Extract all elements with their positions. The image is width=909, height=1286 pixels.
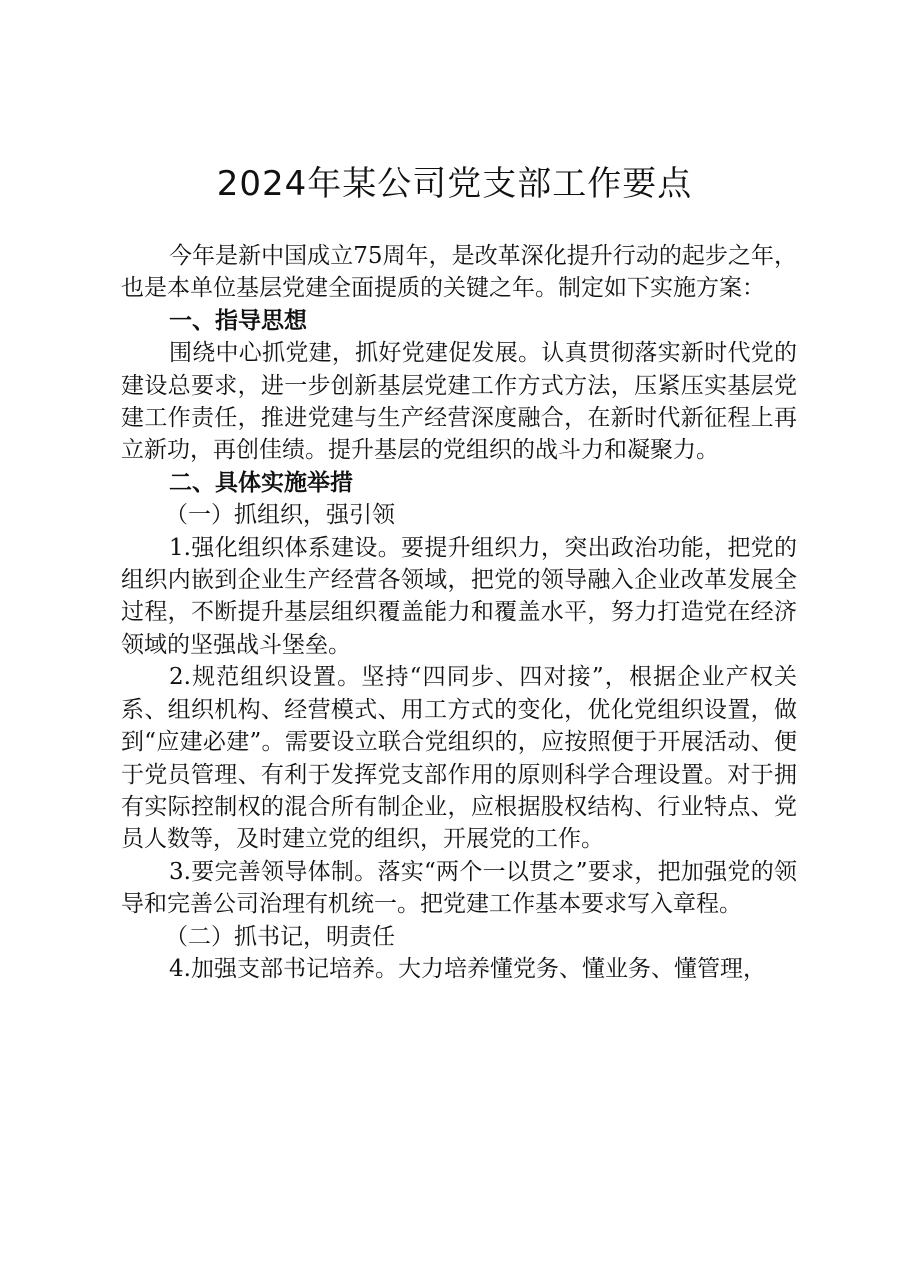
- item-1-paragraph: 1.强化组织体系建设。要提升组织力，突出政治功能，把党的组织内嵌到企业生产经营各领域，把党的领导融入企业改革发展全过程，不断提升基层组织覆盖能力和覆盖水平，努力打造党在经济领域的坚强战斗堡垒。: [121, 534, 797, 658]
- intro-paragraph: 今年是新中国成立75周年，是改革深化提升行动的起步之年，也是本单位基层党建全面提质的关键之年。制定如下实施方案：: [121, 243, 797, 302]
- subsection-heading-organization: （一）抓组织，强引领: [165, 502, 395, 529]
- item-4-paragraph: 4.加强支部书记培养。大力培养懂党务、懂业务、懂管理，: [169, 955, 766, 982]
- subsection-heading-secretary: （二）抓书记，明责任: [165, 923, 395, 950]
- item-3-paragraph: 3.要完善领导体制。落实“两个一以贯之”要求，把加强党的领导和完善公司治理有机统一。把党建工作基本要求写入章程。: [121, 858, 797, 918]
- item-2-paragraph: 2.规范组织设置。坚持“四同步、四对接”，根据企业产权关系、组织机构、经营模式、用工方式的变化，优化党组织设置，做到“应建必建”。需要设立联合党组织的，应按照便于开展活动、便于党员管理、有利于发挥党支部作用的原则科学合理设置。对于拥有实际控制权的混合所有制企业，应根据股权结构、行业特点、党员人数等，及时建立党的组织，开展党的工作。: [121, 664, 797, 853]
- section-heading-measures: 二、具体实施举措: [169, 469, 353, 496]
- document-body: [121, 240, 797, 985]
- guiding-ideology-paragraph: 围绕中心抓党建，抓好党建促发展。认真贯彻落实新时代党的建设总要求，进一步创新基层党建工作方式方法，压紧压实基层党建工作责任，推进党建与生产经营深度融合，在新时代新征程上再立新功，再创佳绩。提升基层的党组织的战斗力和凝聚力。: [121, 340, 797, 464]
- document-title: 2024年某公司党支部工作要点: [216, 164, 693, 204]
- section-heading-guiding-ideology: 一、指导思想: [169, 307, 307, 334]
